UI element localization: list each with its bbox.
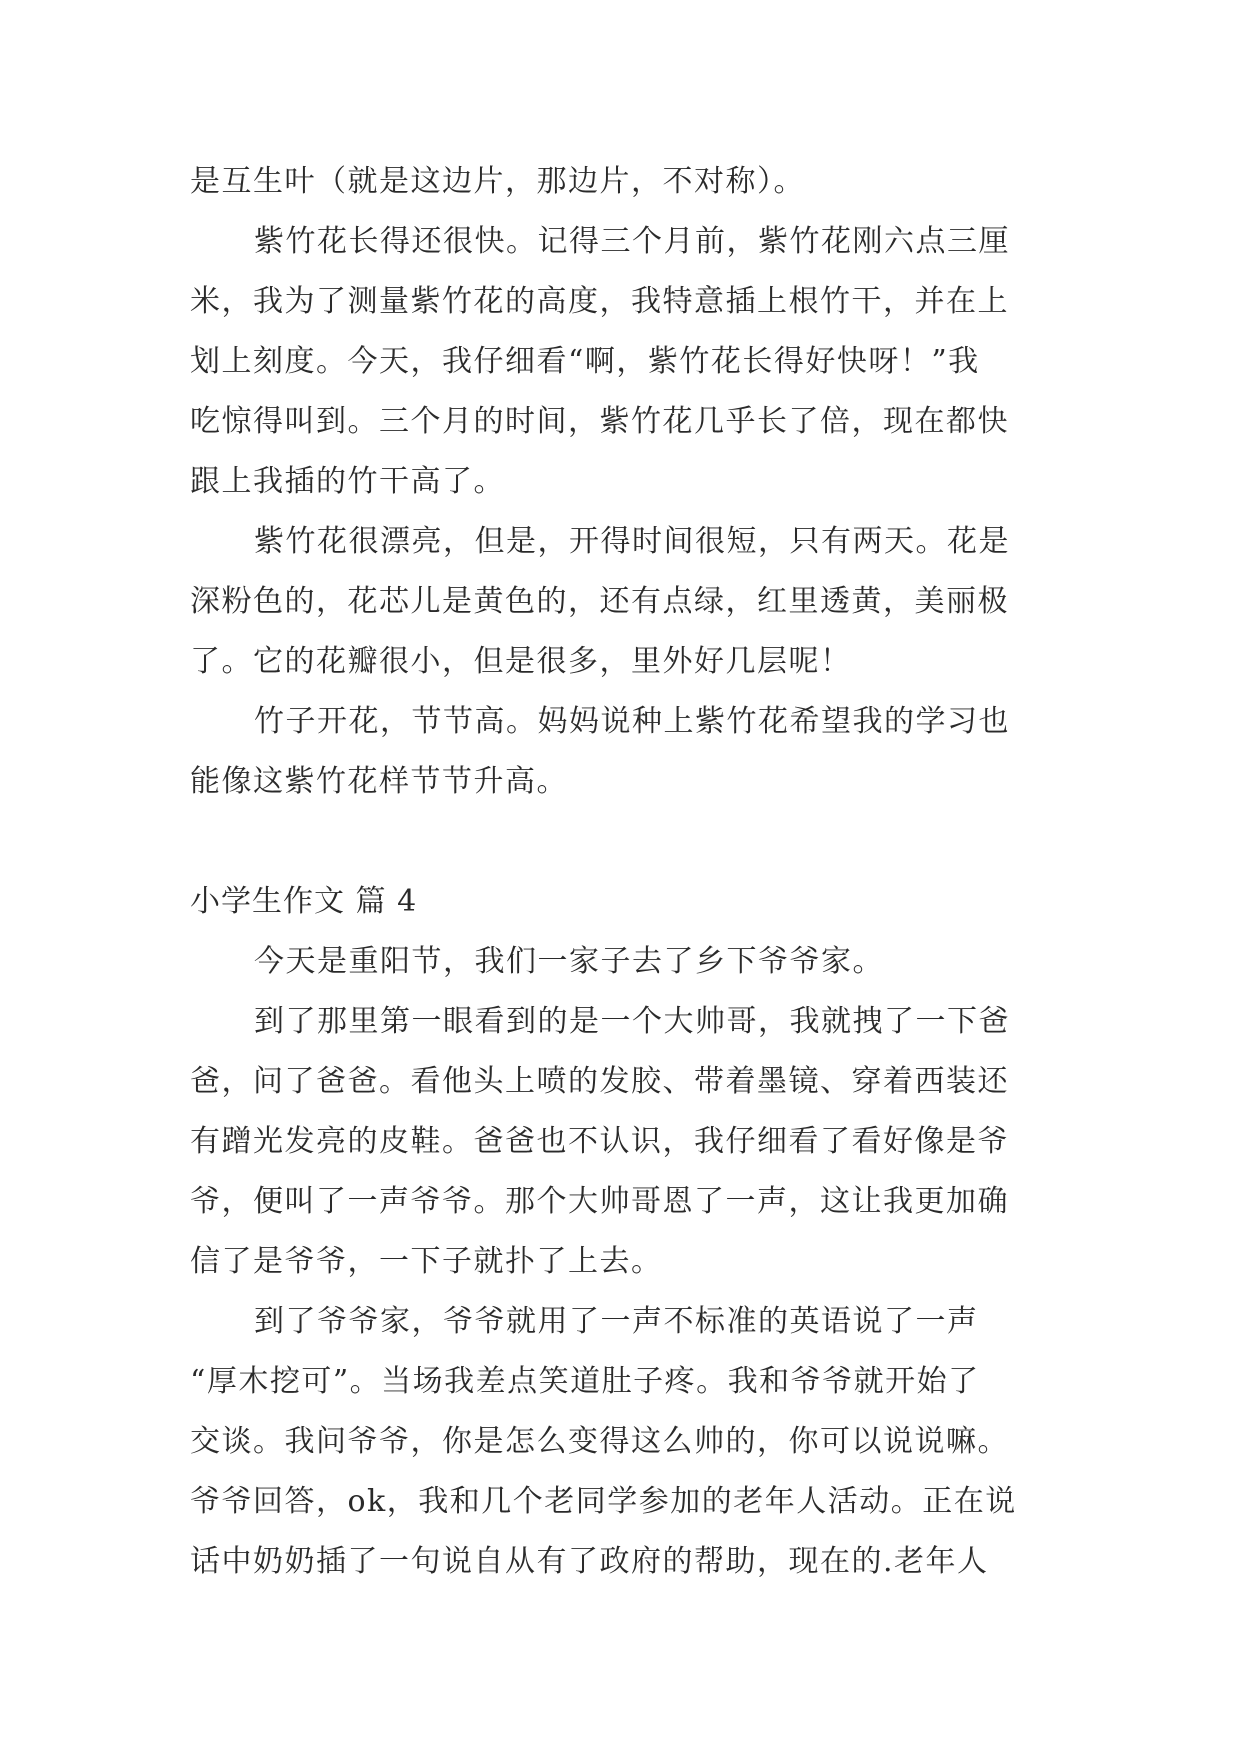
- text-line: 爷，便叫了一声爷爷。那个大帅哥恩了一声，这让我更加确: [190, 1184, 1009, 1219]
- section-heading: 小学生作文 篇 4: [190, 884, 418, 919]
- text-line: 紫竹花长得还很快。记得三个月前，紫竹花刚六点三厘: [254, 224, 1010, 259]
- text-line: 紫竹花很漂亮，但是，开得时间很短，只有两天。花是: [254, 524, 1010, 559]
- text-line: 能像这紫竹花样节节升高。: [190, 764, 568, 799]
- text-line: 了。它的花瓣很小，但是很多，里外好几层呢！: [190, 644, 852, 679]
- text-line: 交谈。我问爷爷，你是怎么变得这么帅的，你可以说说嘛。: [190, 1424, 1009, 1459]
- text-line: 信了是爷爷，一下子就扑了上去。: [190, 1244, 663, 1279]
- text-line: 跟上我插的竹干高了。: [190, 464, 505, 499]
- text-line: 爸，问了爸爸。看他头上喷的发胶、带着墨镜、穿着西装还: [190, 1064, 1009, 1099]
- text-line: 划上刻度。今天，我仔细看“啊，紫竹花长得好快呀！”我: [190, 344, 980, 379]
- text-line: 吃惊得叫到。三个月的时间，紫竹花几乎长了倍，现在都快: [190, 404, 1009, 439]
- text-line: 到了那里第一眼看到的是一个大帅哥，我就拽了一下爸: [254, 1004, 1010, 1039]
- text-line: 深粉色的，花芯儿是黄色的，还有点绿，红里透黄，美丽极: [190, 584, 1009, 619]
- text-line: 话中奶奶插了一句说自从有了政府的帮助，现在的.老年人: [190, 1544, 989, 1579]
- text-line: 竹子开花，节节高。妈妈说种上紫竹花希望我的学习也: [254, 704, 1010, 739]
- text-line: 爷爷回答，ok，我和几个老同学参加的老年人活动。正在说: [190, 1484, 1017, 1519]
- text-line: 今天是重阳节，我们一家子去了乡下爷爷家。: [254, 944, 884, 979]
- text-line: 米，我为了测量紫竹花的高度，我特意插上根竹干，并在上: [190, 284, 1009, 319]
- text-line: 到了爷爷家，爷爷就用了一声不标准的英语说了一声: [254, 1304, 979, 1339]
- text-line: 是互生叶（就是这边片，那边片，不对称）。: [190, 164, 805, 199]
- text-line: 有蹭光发亮的皮鞋。爸爸也不认识，我仔细看了看好像是爷: [190, 1124, 1009, 1159]
- text-line: “厚木挖可”。当场我差点笑道肚子疼。我和爷爷就开始了: [190, 1364, 980, 1399]
